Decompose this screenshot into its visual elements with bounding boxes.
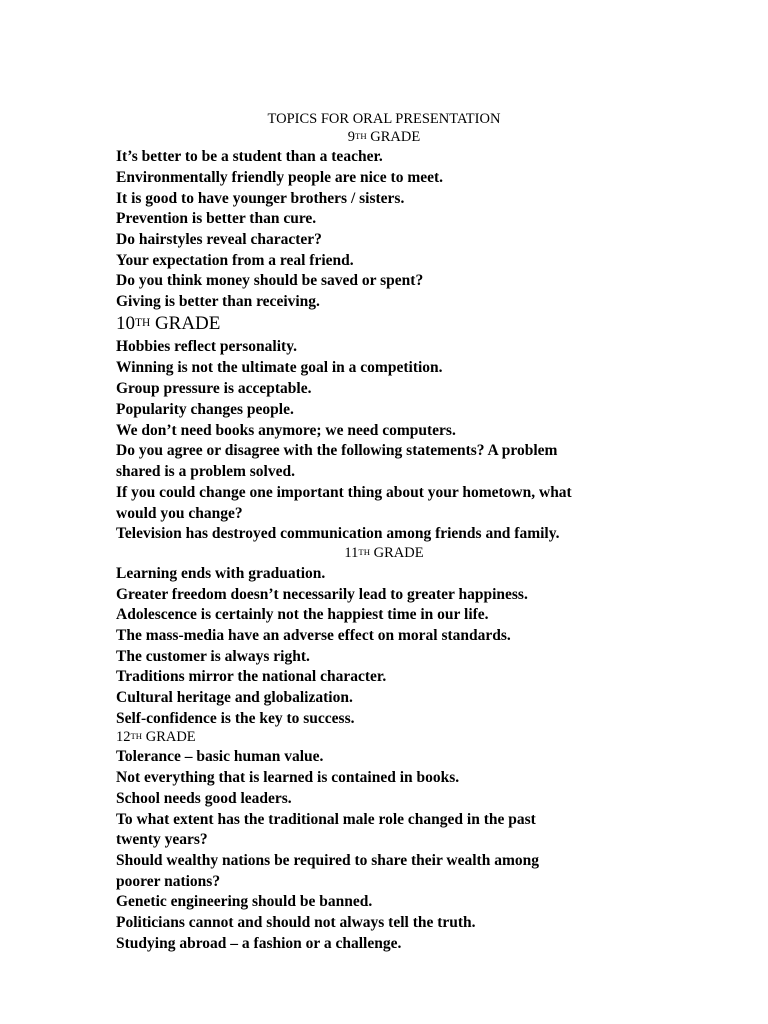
grade-ordinal-suffix: TH [358,547,370,557]
grade-number: 10 [116,313,135,334]
grade-word: GRADE [373,545,424,561]
topic-item: Adolescence is certainly not the happiest time in our life. [116,606,489,623]
topic-item: Prevention is better than cure. [116,210,317,227]
topic-item: Giving is better than receiving. [116,293,320,310]
grade-12-heading [116,728,196,746]
topic-item: Genetic engineering should be banned. [116,893,373,910]
topic-item: poorer nations? [116,873,221,890]
topic-item: Do you agree or disagree with the following statements? A problem [116,442,558,459]
topic-item: We don’t need books anymore; we need computers. [116,422,456,439]
topic-item: Environmentally friendly people are nice to meet. [116,169,444,186]
grade-10-heading [116,313,220,335]
topic-item: Do hairstyles reveal character? [116,231,322,248]
topic-item: Not everything that is learned is contained in books. [116,769,460,786]
document-title: TOPICS FOR ORAL PRESENTATION [267,111,501,127]
topic-item: Do you think money should be saved or spent? [116,272,424,289]
topic-item: Learning ends with graduation. [116,565,326,582]
grade-word: GRADE [145,729,196,745]
grade-number: 12 [116,729,131,745]
topic-item: If you could change one important thing about your hometown, what [116,484,572,501]
topic-item: The customer is always right. [116,648,310,665]
topic-item: would you change? [116,505,243,522]
topic-item: twenty years? [116,831,208,848]
grade-ordinal-suffix: TH [355,131,367,141]
grade-9-heading [0,128,768,146]
grade-word: GRADE [370,129,421,145]
topic-item: School needs good leaders. [116,790,292,807]
grade-word: GRADE [154,313,221,334]
topic-item: Television has destroyed communication among friends and family. [116,525,560,542]
topic-item: Greater freedom doesn’t necessarily lead to greater happiness. [116,586,528,603]
grade-number: 11 [344,545,359,561]
topic-item: Group pressure is acceptable. [116,380,312,397]
grade-number: 9 [347,129,356,145]
topic-item: The mass-media have an adverse effect on moral standards. [116,627,511,644]
topic-item: It’s better to be a student than a teacher. [116,148,383,165]
topic-item: It is good to have younger brothers / sisters. [116,190,405,207]
grade-11-heading [0,544,768,562]
topic-item: Popularity changes people. [116,401,294,418]
topic-item: Tolerance – basic human value. [116,748,324,765]
topic-item: shared is a problem solved. [116,463,295,480]
grade-ordinal-suffix: TH [130,731,143,741]
topic-item: Politicians cannot and should not always tell the truth. [116,914,476,931]
topic-item: Winning is not the ultimate goal in a competition. [116,359,443,376]
topic-item: Traditions mirror the national character. [116,668,387,685]
topic-item: Should wealthy nations be required to share their wealth among [116,852,539,869]
grade-ordinal-suffix: TH [135,317,151,329]
topic-item: Cultural heritage and globalization. [116,689,353,706]
topic-item: Self-confidence is the key to success. [116,710,355,727]
topic-item: Studying abroad – a fashion or a challenge. [116,935,402,952]
topic-item: Your expectation from a real friend. [116,252,354,269]
topic-item: To what extent has the traditional male role changed in the past [116,811,536,828]
topic-item: Hobbies reflect personality. [116,338,297,355]
